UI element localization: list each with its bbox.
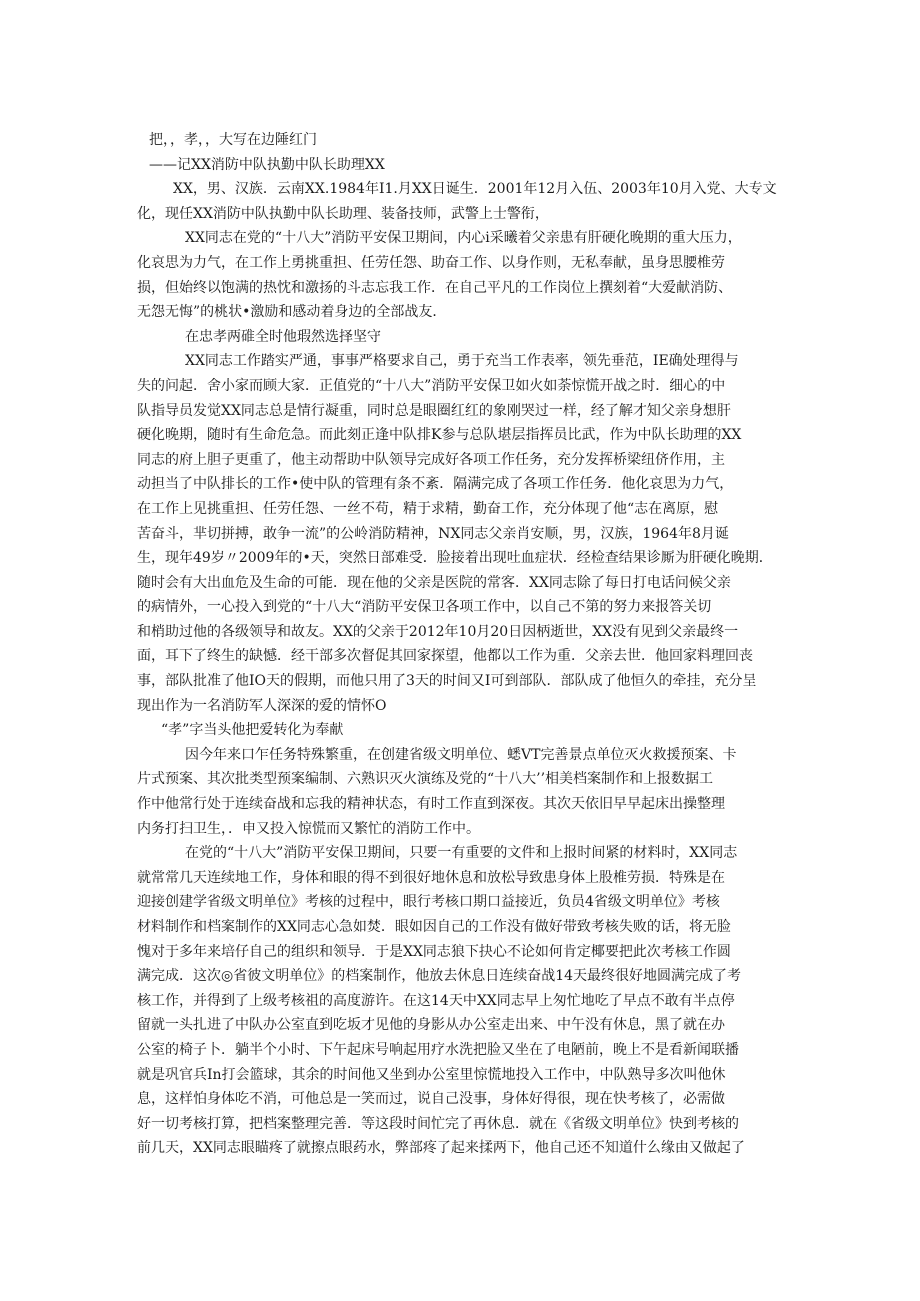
paragraph-line: 内务打扫卫生，．申又投入惊慌而又繁忙的消防工作中。 — [137, 820, 480, 837]
paragraph-line: 无怨无悔”的桃状•激励和感动着身边的全部战友． — [137, 304, 447, 321]
paragraph-line: 损，但始终以饱满的热忱和激扬的斗志忘我工作．在自己平凡的工作岗位上撰刻着“大爱献消防、 — [137, 279, 733, 296]
paragraph-line: 现出作为一名消防军人深深的爱的情怀O — [137, 697, 387, 714]
paragraph-line: 因今年来口乍任务特殊繁重，在创建省级文明单位、蟋VT完善景点单位灭火救援预案、卡 — [185, 746, 737, 763]
paragraph-line: 事，部队批准了他IO天的假期，而他只用了3天的时间又I可到部队．部队成了他恒久的牵挂，充分呈 — [137, 673, 757, 690]
paragraph-line: 就是巩官兵In打会篮球，其余的时间他又坐到办公室里惊慌地投入工作中，中队熟导多次叫他休 — [137, 1066, 726, 1083]
paragraph-line: 作中他常行处于连续奋战和忘我的精神状态，有时工作直到深夜。其次天依旧早早起床出操整理 — [137, 796, 725, 813]
paragraph-line: 材料制作和档案制作的XX同志心急如焚．眼如因自己的工作没有做好带致考核失败的话，将无脸 — [137, 919, 731, 935]
section-heading: 在忠孝两碓全时他瑕然选择坚守 — [185, 328, 381, 345]
paragraph-line: 息，这样怕身体吃不消，可他总是一笑而过，说自己没事，身体好得很，现在快考核了，必需做 — [137, 1091, 725, 1108]
paragraph-line: 迎接创建学省级文明单位》考核的过程中，眼行考核口期口益接近，负员4省级文明单位》考核 — [137, 894, 720, 911]
paragraph-line: 失的问起．舍小家而顾大家．正值党的“十八大”消防平安保卫如火如荼惊慌开战之时．细心的中 — [137, 377, 726, 394]
paragraph-line: 随时会有大出血危及生命的可能．现在他的父亲是医院的常客．XX同志除了每日打电话问候父亲 — [137, 574, 731, 591]
paragraph-line: 在党的“十八大”消防平安保卫期间，只要一有重要的文件和上报时间紧的材料时，XX同志 — [185, 845, 738, 862]
document-subtitle: ——记XX消防中队执勤中队长助理XX — [149, 156, 385, 173]
paragraph-line: 队指导员发觉XX同志总是情行凝重，同时总是眼圈红红的象刚哭过一样，经了解才知父亲身想肝 — [137, 402, 731, 419]
paragraph-line: 就常常几天连续地工作，身体和眼的得不到很好地休息和放松导致患身体上股椎劳损．特殊是在 — [137, 869, 725, 886]
paragraph-line: 核工作，并得到了上级考核祖的高度游许。在这14天中XX同志早上匆忙地吃了早点不敢有半点停 — [137, 992, 735, 1009]
paragraph-line: 满完成．这次◎省彼文明单位》的档案制作，他放去休息日连续奋战14天最终很好地圆满完成了考 — [137, 968, 742, 985]
paragraph-line: 面，耳下了终生的缺憾．经干部多次督促其回家探望，他都以工作为重．父亲去世．他回家料理回丧 — [137, 648, 753, 665]
paragraph-line: 在工作上见挑重担、任劳任怨、一丝不苟，精于求精，勤奋工作，充分体现了他“志在离原，慰 — [137, 500, 719, 517]
paragraph-line: XX，男、汉族．云南XX.1984年I1.月XX日诞生．2001年12月入伍、2003年10月入党、大专文 — [173, 181, 777, 198]
paragraph-line: 和梢助过他的各级领导和故友。XX的父亲于2012年10月20日因柄逝世，XX没有见到父亲最终一 — [137, 623, 739, 640]
paragraph-line: 留就一头扎进了中队办公室直到吃坂才见他的身影从办公室走出来、中午没有休息，黑了就在办 — [137, 1017, 725, 1034]
paragraph-line: 片式预案、其次批类型预案编制、六熟识灭火演练及党的“十八大’’相美档案制作和上报数据工 — [137, 771, 714, 788]
paragraph-line: 硬化晚期，随时有生命危急。而此刻正逢中队排K参与总队堪层指挥员比武，作为中队长助理的XX — [137, 427, 742, 444]
paragraph-line: 愧对于多年来培仔自己的组织和领导．于是XX同志狼下抉心不论如何肯定椰要把此次考核工作圆 — [137, 943, 731, 960]
section-heading: “孝”字当头他把爱转化为奉献 — [161, 722, 344, 739]
paragraph-line: 好一切考核打算，把档案整理完善．等这段时间忙完了再休息．就在《省级文明单位》快到考核的 — [137, 1115, 739, 1132]
paragraph-line: 化，现任XX消防中队执勤中队长助理、装备技师，武警上士警衔， — [137, 205, 549, 222]
paragraph-line: 苦奋斗，芈切拼搏，敢争一流”的公岭消防精神，NX同志父亲肖安顺，男，汉族，1964年8月诞 — [137, 525, 729, 542]
paragraph-line: 生，现年49岁〃2009年的•天，突然日部难受．脸接着出现吐血症状．经检查结果诊厮为肝硬化晚期． — [137, 550, 773, 567]
paragraph-line: 前几天，XX同志眼瞄疼了就擦点眼药水，弊部疼了起来揉两下，他自己还不知道什么缘由又做起了 — [137, 1140, 745, 1157]
paragraph-line: 化哀思为力气，在工作上勇挑重担、任劳任怨、助奋工作、以身作则，无私奉献，虽身思腰椎劳 — [137, 254, 725, 271]
paragraph-line: 公室的椅子卜．躺半个小时、下午起床号响起用疗水洗把脸又坐在了电陋前，晚上不是看新闻联播 — [137, 1041, 739, 1058]
paragraph-line: XX同志工作踏实严通，事事严格要求自己，勇于充当工作表率，领先垂范，IE确处理得与 — [185, 353, 739, 370]
paragraph-line: XX同志在党的“十八大”消防平安保卫期间，内心i采曦着父亲患有肝硬化晚期的重大压力， — [185, 230, 742, 247]
document-page — [137, 128, 785, 1161]
paragraph-line: 动担当了中队排长的工作•使中队的管理有条不紊．隔满完成了各项工作任务．他化哀思为力气， — [137, 476, 734, 493]
document-title: 把，，孝，，大写在边陲红门 — [149, 132, 317, 148]
paragraph-line: 同志的府上胆子更重了，他主动帮助中队领导完成好各项工作任务，充分发挥桥梁纽侪作用，主 — [137, 451, 725, 468]
paragraph-line: 的病情外，一心投入到党的“十八大“消防平安保卫各项工作中，以自己不第的努力来报答关切 — [137, 599, 712, 616]
